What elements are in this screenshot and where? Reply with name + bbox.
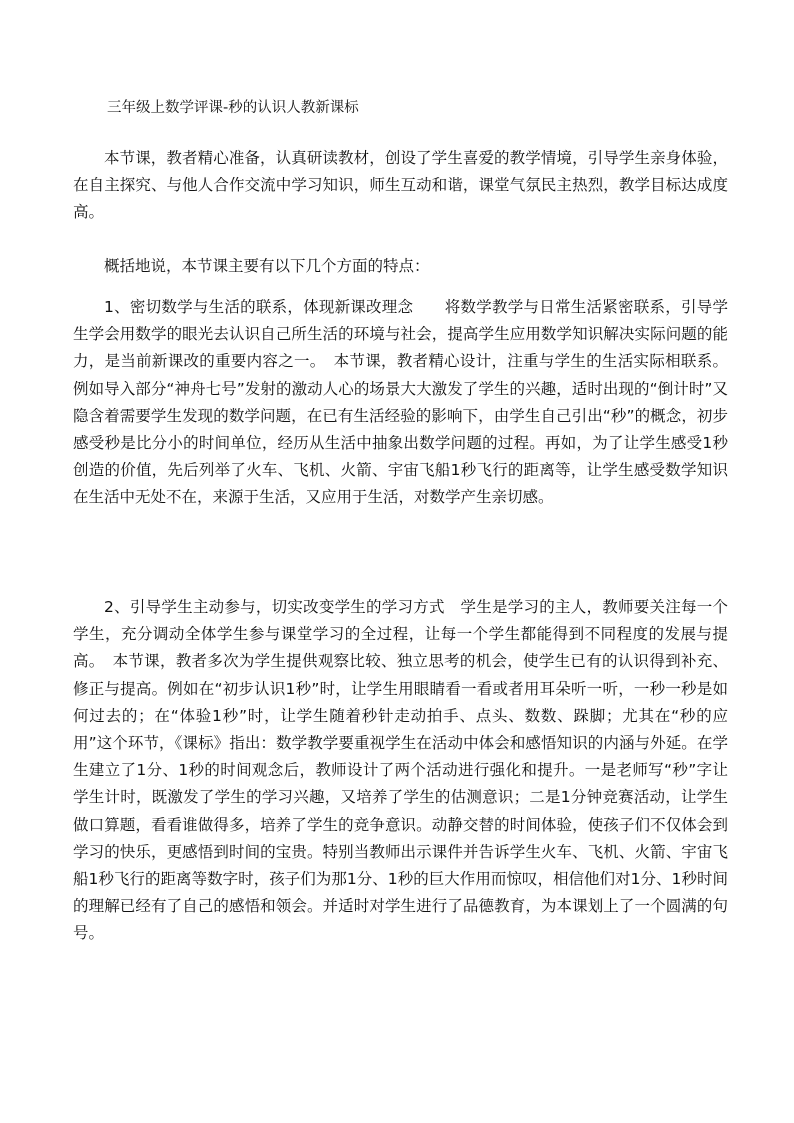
intro-paragraph: 本节课，教者精心准备，认真研读教材，创设了学生喜爱的教学情境，引导学生亲身体验，在自主探究、与他人合作交流中学习知识，师生互动和谐，课堂气氛民主热烈，教学目标达成度高。 (73, 149, 728, 222)
feature-2-paragraph: 2、引导学生主动参与，切实改变学生的学习方式 学生是学习的主人，教师要关注每一个学生，充分调动全体学生参与课堂学习的全过程，让每一个学生都能得到不同程度的发展与提高。 本节课，教者多次为学生提供观察比较、独立思考的机会，使学生已有的认识得到补充、修正与提高。例如在“初步认识1秒”时，让学生用眼睛看一看或者用耳朵听一听，一秒一秒是如何过去的；在“体验1秒”时，让学生随着秒针走动拍手、点头、数数、跺脚；尤其在“秒的应用”这个环节，《课标》指出：数学教学要重视学生在活动中体会和感悟知识的内涵与外延。在学生建立了1分、1秒的时间观念后，教师设计了两个活动进行强化和提升。一是老师写“秒”字让学生计时，既激发了学生的学习兴趣，又培养了学生的估测意识；二是1分钟竞赛活动，让学生做口算题，看看谁做得多，培养了学生的竞争意识。动静交替的时间体验，使孩子们不仅体会到学习的快乐，更感悟到时间的宝贵。特别当教师出示课件并告诉学生火车、飞机、火箭、宇宙飞船1秒飞行的距离等数字时，孩子们为那1分、1秒的巨大作用而惊叹，相信他们对1分、1秒时间的理解已经有了自己的感悟和领会。并适时对学生进行了品德教育，为本课划上了一个圆满的句号。 (73, 598, 728, 943)
feature-1-paragraph: 1、密切数学与生活的联系，体现新课改理念 将数学教学与日常生活紧密联系，引导学生学会用数学的眼光去认识自己所生活的环境与社会，提高学生应用数学知识解决实际问题的能力，是当前新课改的重要内容之一。 本节课，教者精心设计，注重与学生的生活实际相联系。例如导入部分“神舟七号”发射的激动人心的场景大大激发了学生的兴趣，适时出现的“倒计时”又隐含着需要学生发现的数学问题，在已有生活经验的影响下，由学生自己引出“秒”的概念，初步感受秒是比分小的时间单位，经历从生活中抽象出数学问题的过程。再如，为了让学生感受1秒创造的价值，先后列举了火车、飞机、火箭、宇宙飞船1秒飞行的距离等，让学生感受数学知识在生活中无处不在，来源于生活，又应用于生活，对数学产生亲切感。 (73, 298, 728, 507)
document-title: 三年级上数学评课-秒的认识人教新课标 (107, 100, 359, 116)
summary-paragraph: 概括地说，本节课主要有以下几个方面的特点： (104, 257, 430, 275)
